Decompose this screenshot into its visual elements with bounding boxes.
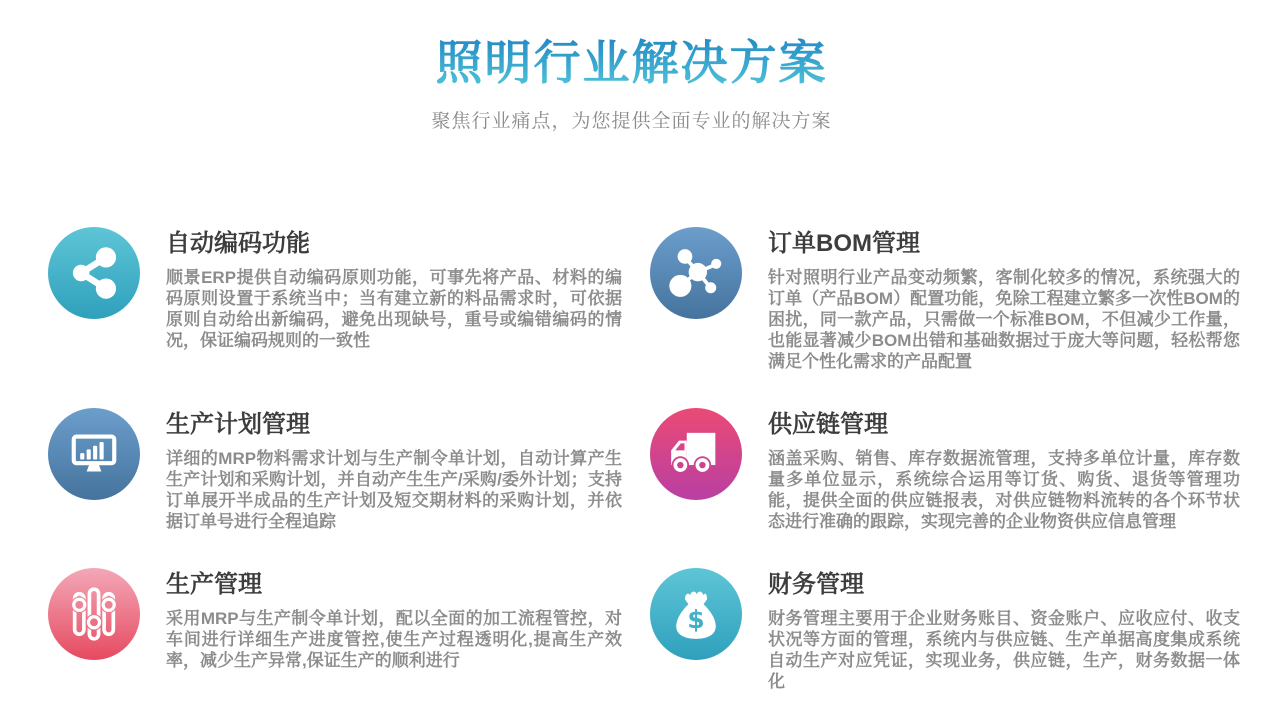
molecule-icon: [650, 227, 742, 319]
feature-description: 采用MRP与生产制令单计划，配以全面的加工流程管控，对车间进行详细生产进度管控,使生产过程透明化,提高生产效率，减少生产异常,保证生产的顺利进行: [166, 609, 622, 670]
feature-grid: [0, 227, 1263, 692]
sliders-icon: [48, 568, 140, 660]
svg-text:$: $: [687, 604, 705, 634]
feature-title: 财务管理: [768, 571, 864, 598]
page-title: 照明行业解决方案: [436, 26, 828, 93]
feature-card-order-bom: [650, 227, 1240, 372]
feature-card-production-planning: [48, 408, 622, 532]
feature-title: 供应链管理: [768, 411, 888, 438]
truck-icon: [650, 408, 742, 500]
feature-card-production-management: [48, 568, 622, 692]
feature-description: 涵盖采购、销售、库存数据流管理，支持多单位计量，库存数量多单位显示，系统综合运用等订货、购货、退货等管理功能，提供全面的供应链报表，对供应链物料流转的各个环节状态进行准确的跟踪，实现完善的企业物资供应信息管理: [768, 449, 1240, 531]
feature-title: 订单BOM管理: [768, 230, 920, 257]
feature-title: 自动编码功能: [166, 230, 310, 257]
feature-description: 针对照明行业产品变动频繁，客制化较多的情况，系统强大的订单（产品BOM）配置功能，免除工程建立繁多一次性BOM的困扰，同一款产品，只需做一个标准BOM，不但减少工作量，也能显著减少BOM出错和基础数据过于庞大等问题，轻松帮您满足个性化需求的产品配置: [768, 268, 1240, 371]
page-header: [0, 0, 1263, 133]
page-subtitle: 聚焦行业痛点，为您提供全面专业的解决方案: [431, 111, 832, 132]
feature-body: [768, 227, 1240, 372]
feature-card-auto-coding: [48, 227, 622, 372]
feature-body: [166, 408, 622, 532]
feature-title: 生产管理: [166, 571, 262, 598]
feature-title: 生产计划管理: [166, 411, 310, 438]
share-icon: [48, 227, 140, 319]
feature-card-finance: [650, 568, 1240, 692]
feature-description: 财务管理主要用于企业财务账目、资金账户、应收应付、收支状况等方面的管理，系统内与供应链、生产单据高度集成系统自动生产对应凭证，实现业务，供应链，生产，财务数据一体化: [768, 609, 1240, 691]
feature-body: [166, 568, 622, 671]
feature-description: 顺景ERP提供自动编码原则功能，可事先将产品、材料的编码原则设置于系统当中；当有建立新的料品需求时，可依据原则自动给出新编码，避免出现缺号，重号或编错编码的情况，保证编码规则的一致性: [166, 268, 622, 350]
monitor-chart-icon: [48, 408, 140, 500]
feature-body: [166, 227, 622, 351]
feature-description: 详细的MRP物料需求计划与生产制令单计划，自动计算产生生产计划和采购计划，并自动产生生产/采购/委外计划；支持订单展开半成品的生产计划及短交期材料的采购计划，并依据订单号进行全程追踪: [166, 449, 622, 531]
feature-body: [768, 568, 1240, 692]
feature-card-supply-chain: [650, 408, 1240, 532]
money-bag-icon: [650, 568, 742, 660]
feature-body: [768, 408, 1240, 532]
